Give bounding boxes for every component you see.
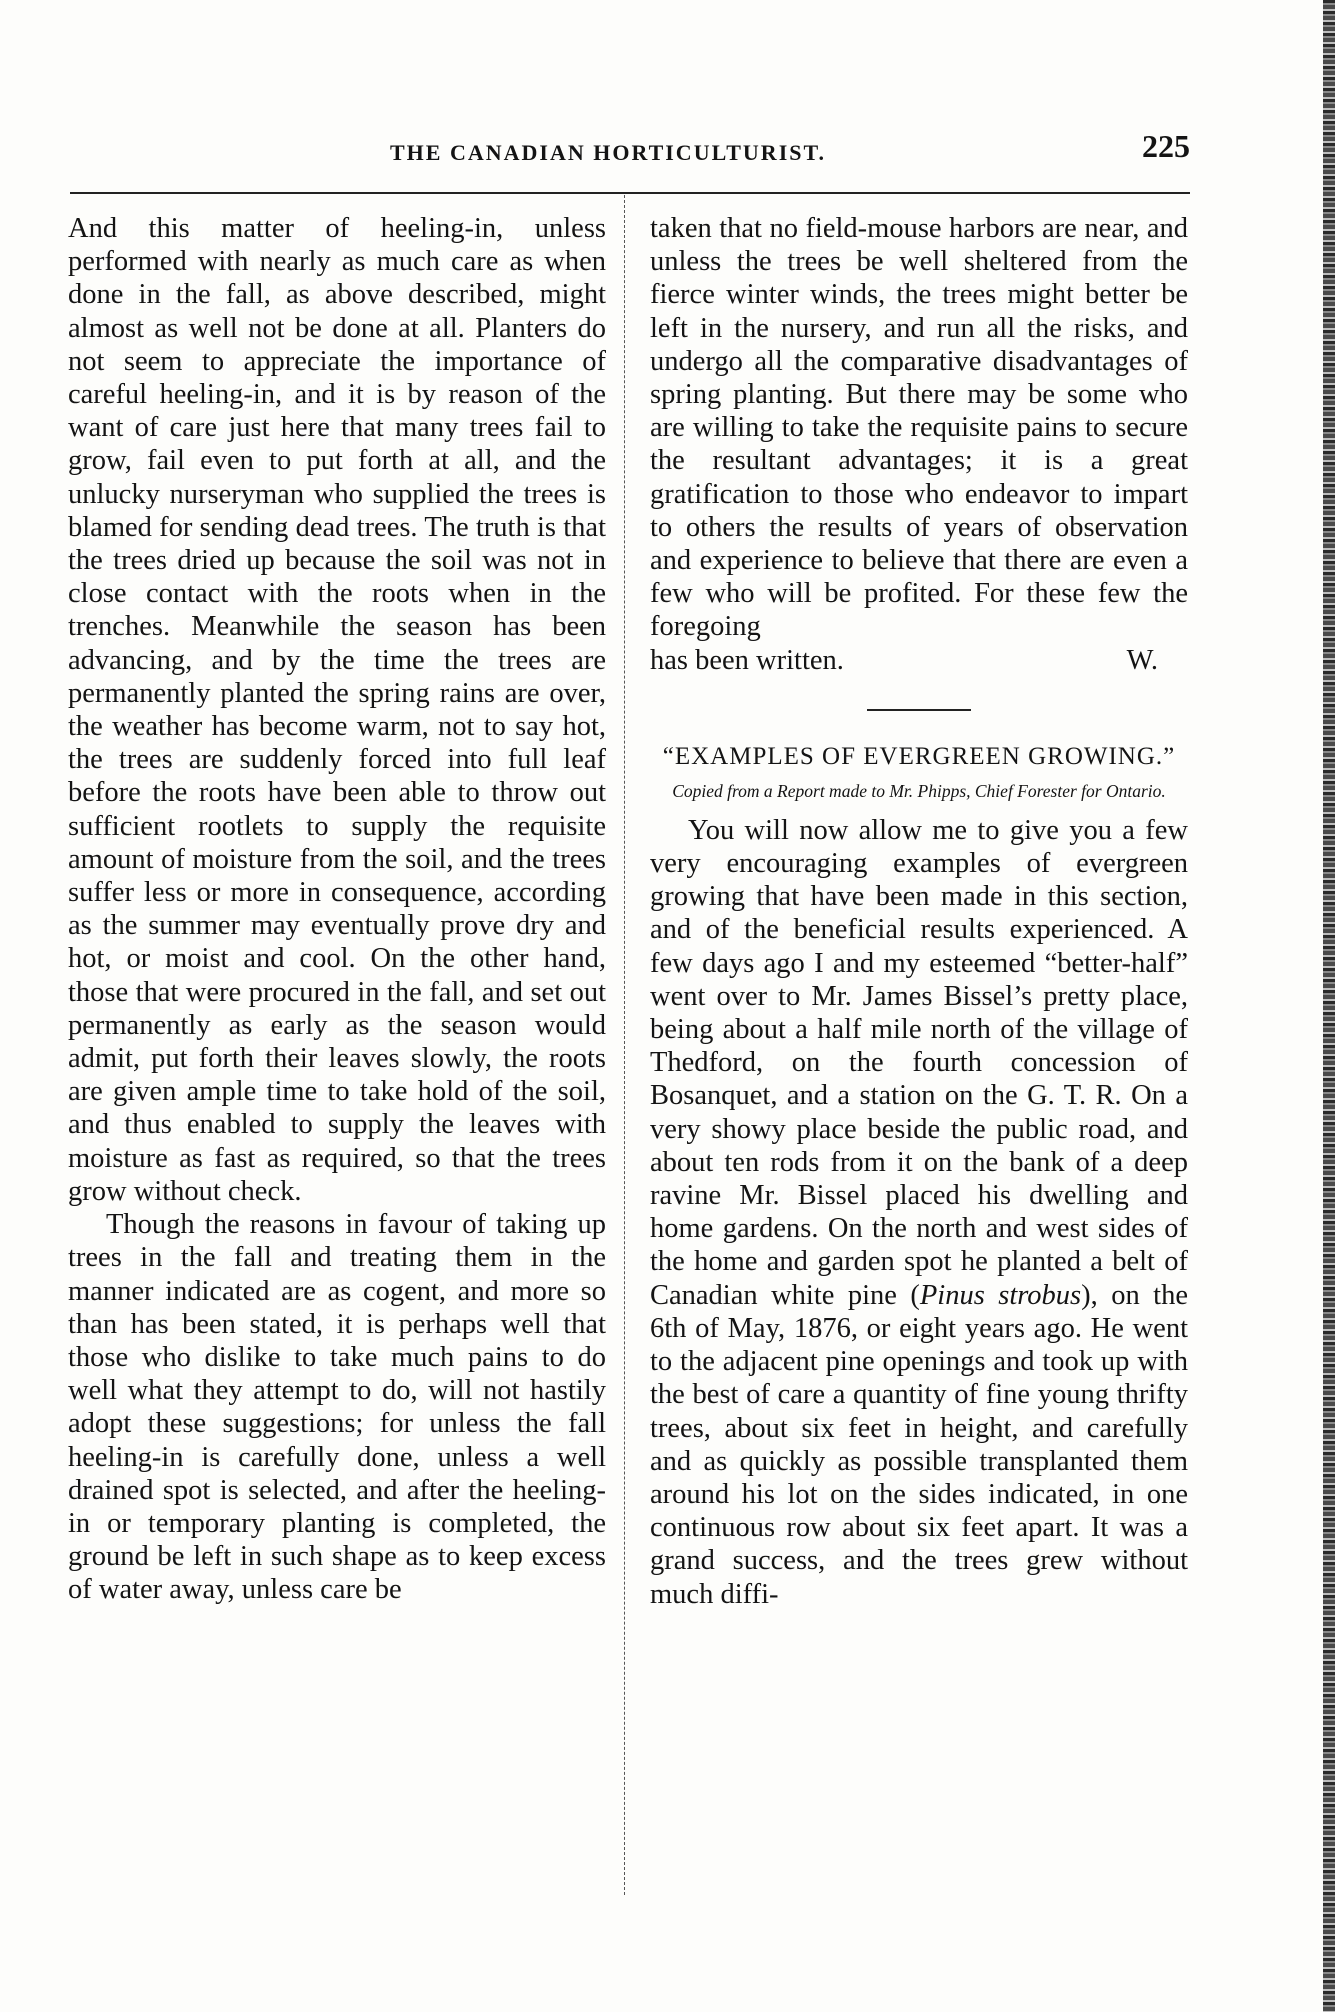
- article-heading: “EXAMPLES OF EVERGREEN GROWING.”: [662, 742, 1176, 770]
- right-paragraph-1: taken that no field-mouse harbors are near, and unless the trees be well sheltered from the fierce winter winds, the trees might better be left in the nursery, and run all the risks, and undergo all the comparative disadvantages of spring planting. But there may be some who are willing to take the requisite pains to secure the resultant advantages; it is a great gratification to those who endeavor to impart to others the results of years of observation and experience to believe that there are even a few who will be profited. For these few the foregoing: [650, 213, 1188, 643]
- right-column: [650, 212, 1188, 1611]
- closing-line-text: has been written.: [650, 644, 844, 676]
- right-paragraph-2: [650, 814, 1188, 1611]
- latin-name: Pinus strobus: [919, 1279, 1082, 1311]
- page-header: [70, 128, 1190, 168]
- running-title: THE CANADIAN HORTICULTURIST.: [390, 140, 827, 165]
- header-rule: [70, 192, 1190, 194]
- column-divider: [624, 195, 625, 1895]
- left-paragraph-1: And this matter of heeling-in, unless performed with nearly as much care as when done in the fall, as above described, might almost as well not be done at all. Planters do not seem to appreciate the importance of careful heeling-in, and it is by reason of the want of care just here that many trees fail to grow, fail even to put forth at all, and the unlucky nurseryman who supplied the trees is blamed for sending dead trees. The truth is that the trees dried up because the soil was not in close contact with the roots when in the trenches. Meanwhile the season has been advancing, and by the time the trees are permanently planted the spring rains are over, the weather has become warm, not to say hot, the trees are suddenly forced into full leaf before the roots have been able to throw out sufficient rootlets to supply the requisite amount of moisture from the soil, and the trees suffer less or more in consequence, according as the summer may eventually prove dry and hot, or moist and cool. On the other hand, those that were procured in the fall, and set out permanently as early as the season would admit, put forth their leaves slowly, the roots are given ample time to take hold of the soil, and thus enabled to supply the leaves with moisture as fast as required, so that the trees grow without check.: [68, 213, 606, 1207]
- left-paragraph-2: Though the reasons in favour of taking up trees in the fall and treating them in the manner indicated are as cogent, and more so than has been stated, it is perhaps well that those who dislike to take much pains to do well what they attempt to do, will not hastily adopt these suggestions; for unless the fall heeling-in is carefully done, unless a well drained spot is selected, and after the heeling-in or temporary planting is completed, the ground be left in such shape as to keep excess of water away, unless care be: [68, 1209, 606, 1606]
- section-separator: [867, 709, 971, 711]
- article-subheading: Copied from a Report made to Mr. Phipps, Chief Forester for Ontario.: [672, 780, 1166, 801]
- author-signature: W.: [1126, 644, 1158, 676]
- closing-line: [650, 644, 1188, 677]
- left-column: [68, 212, 606, 1607]
- page-number: 225: [1142, 128, 1190, 164]
- right-paragraph-2-text: You will now allow me to give you a few very encouraging examples of evergreen growing that have been made in this section, and of the beneficial results experienced. A few days ago I and my esteemed “better-half” went over to Mr. James Bissel’s pretty place, being about a half mile north of the village of Thedford, on the fourth concession of Bosanquet, and a station on the G. T. R. On a very showy place beside the public road, and about ten rods from it on the bank of a deep ravine Mr. Bissel placed his dwelling and home gardens. On the north and west sides of the home and garden spot he planted a belt of Canadian white pine (: [650, 814, 1188, 1311]
- page-edge-scan-artifact: [1323, 0, 1335, 2012]
- right-paragraph-2-continuation: ), on the 6th of May, 1876, or eight years ago. He went to the adjacent pine openings and took up with the best of care a quantity of fine young thrifty trees, about six feet in height, and carefully and as quickly as possible transplanted them around his lot on the sides indicated, in one continuous row about six feet apart. It was a grand success, and the trees grew without much diffi-: [650, 1279, 1188, 1610]
